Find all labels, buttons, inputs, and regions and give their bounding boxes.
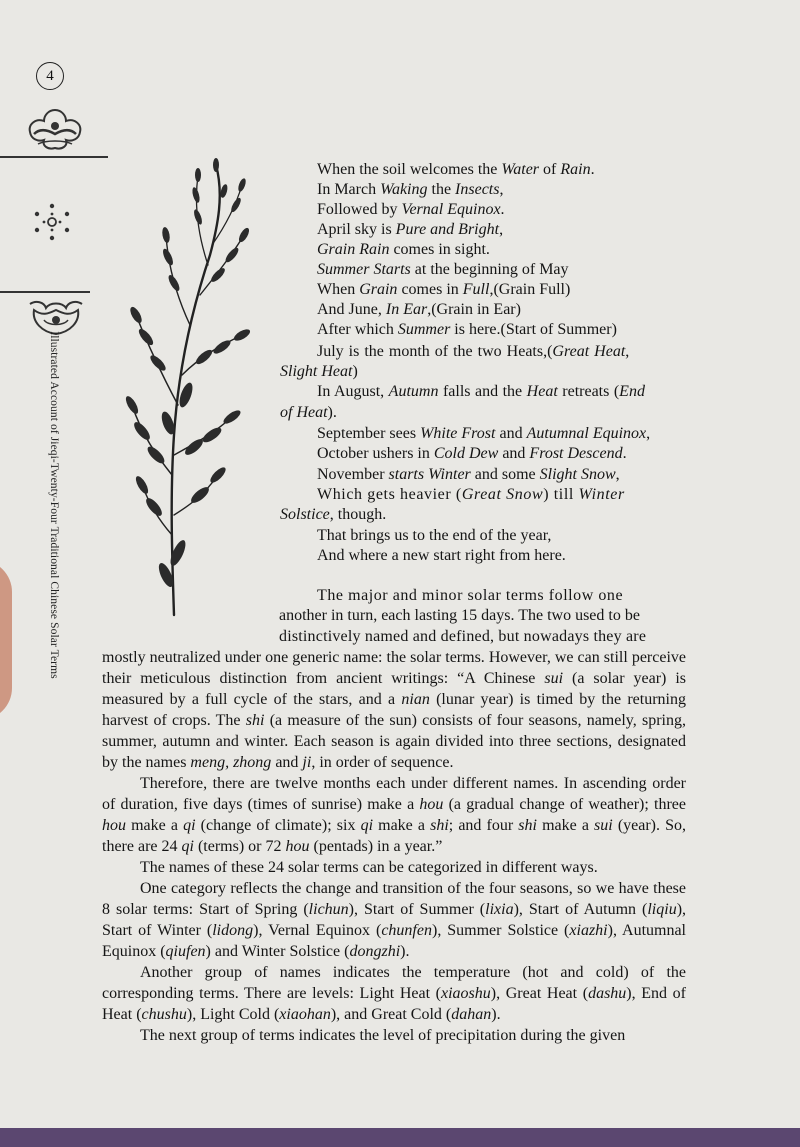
page-number: 4 bbox=[36, 62, 64, 90]
thumb-edge bbox=[0, 560, 12, 720]
poem-line: Solstice, though. bbox=[280, 506, 387, 523]
poem-line: In March Waking the Insects, bbox=[317, 181, 504, 198]
poem-line: Which gets heavier (Great Snow) till Winter bbox=[317, 486, 625, 503]
poem-line: July is the month of the two Heats,(Great Heat, bbox=[317, 343, 630, 360]
poem-line: When the soil welcomes the Water of Rain. bbox=[317, 161, 595, 178]
wrap-line: distinctively named and defined, but nowadays they are bbox=[279, 628, 647, 645]
running-title bbox=[47, 331, 61, 679]
paragraph: Another group of names indicates the temperature (hot and cold) of the corresponding terms. There are levels: Light Heat (xiaoshu), Great Heat (dashu), End of Heat (chushu), Light Cold (xiaohan), and Great Cold (dahan). bbox=[102, 964, 686, 1023]
poem-line: November starts Winter and some Slight Snow, bbox=[317, 466, 620, 483]
poem-line: When Grain comes in Full,(Grain Full) bbox=[317, 281, 571, 298]
poem-line: Followed by Vernal Equinox. bbox=[317, 201, 505, 218]
poem-line: That brings us to the end of the year, bbox=[317, 527, 552, 544]
plant-illustration bbox=[112, 155, 262, 620]
poem-line: In August, Autumn falls and the Heat retreats (End bbox=[317, 383, 645, 400]
paragraph: mostly neutralized under one generic name: the solar terms. However, we can still perceive their meticulous distinction from ancient writings: “A Chinese sui (a solar year) is measured by a full cycle of the stars, and a nian (lunar year) is timed by the returning harvest of crops. The shi (a measure of the sun) consists of four seasons, namely, spring, summer, autumn and winter. Each season is again divided into three sections, designated by the names meng, zhong and ji, in order of sequence. bbox=[102, 649, 687, 771]
rule-middle bbox=[0, 291, 90, 293]
poem-line: September sees White Frost and Autumnal Equinox, bbox=[317, 425, 651, 442]
poem-line: And June, In Ear,(Grain in Ear) bbox=[317, 301, 521, 318]
poem-line: of Heat). bbox=[280, 404, 337, 421]
body-text bbox=[102, 647, 686, 1046]
paragraph: Therefore, there are twelve months each under different names. In ascending order of duration, five days (times of sunrise) make a hou (a gradual change of weather); three hou make a qi (change of climate); six qi make a shi; and four shi make a sui (year). So, there are 24 qi (terms) or 72 hou (pentads) in a year.” bbox=[102, 775, 687, 855]
poem-line: Summer Starts at the beginning of May bbox=[317, 261, 569, 278]
paragraph: One category reflects the change and transition of the four seasons, so we have these 8 solar terms: Start of Spring (lichun), Start of Summer (lixia), Start of Autumn (liqiu), Start of Winter (lidong), Vernal Equinox (chunfen), Summer Solstice (xiazhi), Autumnal Equinox (qiufen) and Winter Solstice (dongzhi). bbox=[102, 880, 687, 960]
paragraph: The next group of terms indicates the level of precipitation during the given bbox=[140, 1027, 626, 1044]
rule-top bbox=[0, 156, 108, 158]
wrap-line: another in turn, each lasting 15 days. The two used to be bbox=[279, 607, 640, 624]
scroll-ornament-top bbox=[22, 104, 88, 154]
paragraph: The names of these 24 solar terms can be categorized in different ways. bbox=[140, 859, 598, 876]
flower-ornament bbox=[30, 198, 74, 246]
poem-line: And where a new start right from here. bbox=[317, 547, 566, 564]
poem-line: Slight Heat) bbox=[280, 363, 358, 380]
poem-line: Grain Rain comes in sight. bbox=[317, 241, 490, 258]
poem-line: October ushers in Cold Dew and Frost Descend. bbox=[317, 445, 627, 462]
poem-line: After which Summer is here.(Start of Summer) bbox=[317, 321, 617, 338]
wrap-line: The major and minor solar terms follow one bbox=[317, 587, 624, 604]
background-strip bbox=[0, 1128, 800, 1147]
poem-line: April sky is Pure and Bright, bbox=[317, 221, 504, 238]
running-title-text: Illustrated Account of Jieqi-Twenty-Four Traditional Chinese Solar Terms bbox=[48, 331, 60, 679]
